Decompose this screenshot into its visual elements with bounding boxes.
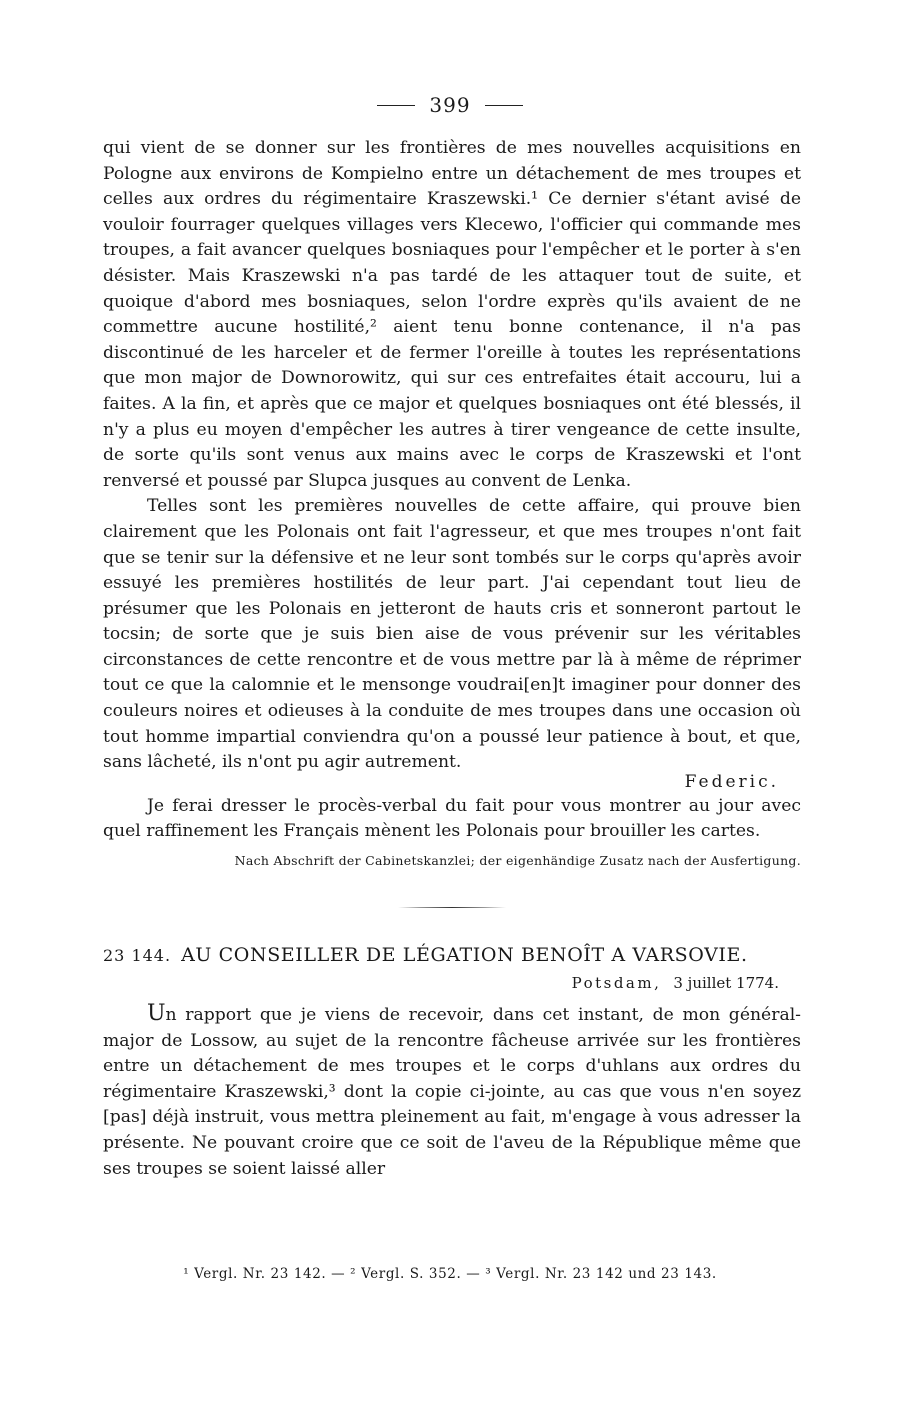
page-header — [0, 92, 900, 118]
letter2-paragraph-1 — [103, 1001, 801, 1182]
dateline-place: Potsdam, — [571, 974, 662, 993]
letter1-paragraph-2: Telles sont les premières nouvelles de cette affaire, qui prouve bien clairement que les Polonais ont fait l'agresseur, et que mes troupes n'ont fait que se tenir sur la défensive et ne leur sont tombés sur le corps qu'après avoir essuyé les premières hostilités de leur part. J'ai cependant tout lieu de présumer que les Polonais en jetteront de hauts cris et sonneront partout le tocsin; de sorte que je suis bien aise de vous prévenir sur les véritables circonstances de cette rencontre et de vous mettre par là à même de réprimer tout ce que la calomnie et le mensonge voudrai[en]t imaginer pour donner des couleurs noires et odieuses à la conduite de mes troupes dans une occasion où tout homme impartial conviendra qu'on a poussé leur patience à bout, et que, sans lâcheté, ils n'ont pu agir autrement. — [103, 496, 801, 773]
text-body — [103, 136, 801, 1182]
letter2-heading — [103, 942, 801, 969]
drop-cap: U — [147, 1001, 166, 1027]
footnotes: ¹ Vergl. Nr. 23 142. — ² Vergl. S. 352. — ³ Vergl. Nr. 23 142 und 23 143. — [183, 1266, 717, 1282]
section-separator — [398, 907, 506, 908]
header-dash-left — [377, 105, 415, 106]
postscript: Je ferai dresser le procès-verbal du fait pour vous montrer au jour avec quel raffinement les Français mènent les Polonais pour brouiller les cartes. — [103, 795, 801, 842]
dateline — [103, 971, 801, 995]
source-note: Nach Abschrift der Cabinetskanzlei; der eigenhändige Zusatz nach der Ausfertigung. — [234, 853, 801, 869]
letter1-paragraph-1: qui vient de se donner sur les frontières de mes nouvelles acquisitions en Pologne aux environs de Kompielno entre un détachement de mes troupes et celles aux ordres du régimentaire Kraszewski.¹ Ce dernier s'étant avisé de vouloir fourrager quelques villages vers Klecewo, l'officier qui commande mes troupes, a fait avancer quelques bosniaques pour l'empêcher et le porter à s'en désister. Mais Kraszewski n'a pas tardé de les attaquer tout de suite, et quoique d'abord mes bosniaques, selon l'ordre exprès qu'ils avaient de ne commettre aucune hostilité,² aient tenu bonne contenance, il n'a pas discontinué de les harceler et de fermer l'oreille à toutes les représentations que mon major de Downorowitz, qui sur ces entrefaites était accouru, lui a faites. A la fin, et après que ce major et quelques bosniaques ont été blessés, il n'y a plus eu moyen d'empêcher les autres à tirer vengeance de cette insulte, de sorte qu'ils sont venus aux mains avec le corps de Kraszewski et l'ont renversé et poussé par Slupca jusques au convent de Lenka. — [103, 138, 801, 491]
letter2-paragraph-1-text: n rapport que je viens de recevoir, dans cet instant, de mon général-major de Lossow, au sujet de la rencontre fâcheuse arrivée sur les frontières entre un détachement de mes troupes et le corps d'uhlans aux ordres du régimentaire Kraszewski,³ dont la copie ci-jointe, au cas que vous n'en soyez [pas] déjà instruit, vous mettra pleinement au fait, m'engage à vous adresser la présente. Ne pouvant croire que ce soit de l'aveu de la République même que ses troupes se soient laissé aller — [103, 1005, 801, 1179]
dateline-date: 3 juillet 1774. — [673, 974, 779, 993]
letter-title: AU CONSEILLER DE LÉGATION BENOÎT A VARSOVIE. — [181, 944, 748, 967]
letter-number: 23 144. — [103, 946, 172, 966]
signature: Federic. — [684, 771, 779, 792]
header-dash-right — [485, 105, 523, 106]
page-number: 399 — [429, 93, 471, 117]
